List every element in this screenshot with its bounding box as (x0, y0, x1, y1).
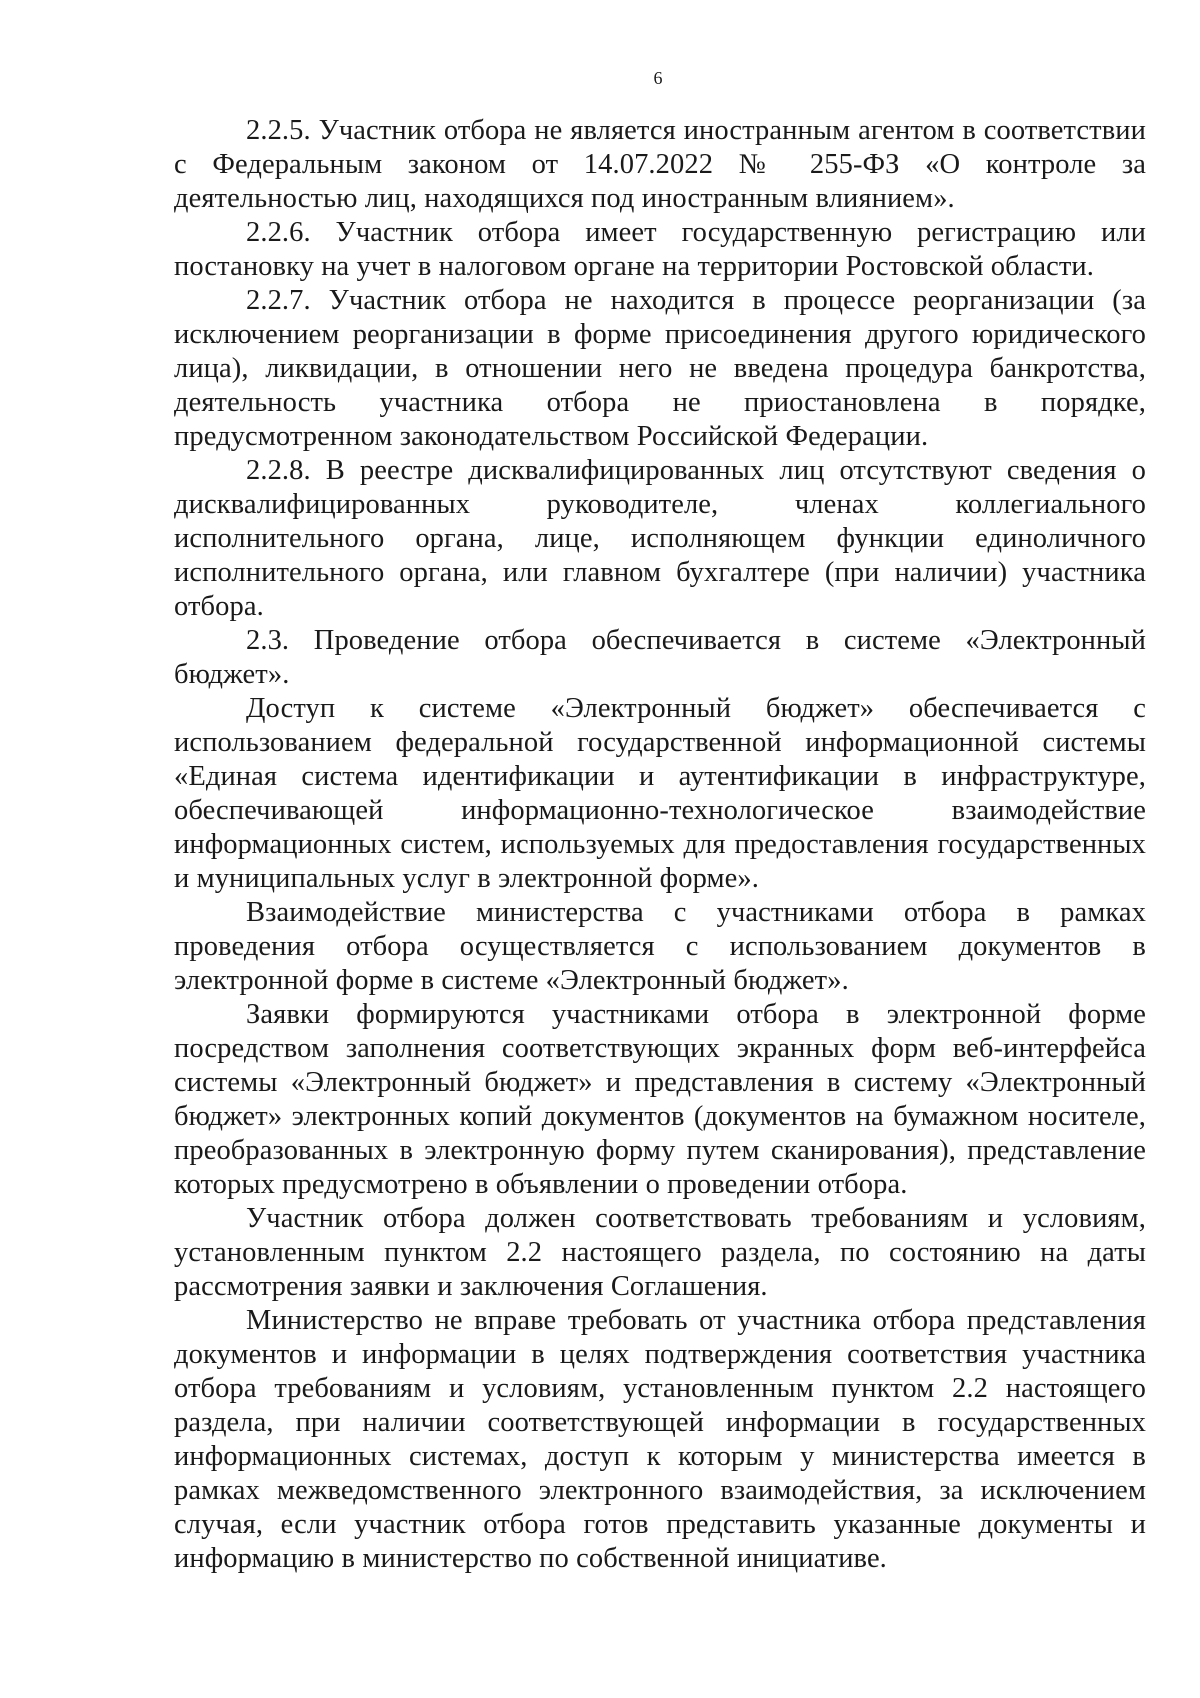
paragraph-compliance: Участник отбора должен соответствовать требованиям и условиям, установленным пунктом 2.2 настоящего раздела, по состоянию на даты рассмотрения заявки и заключения Соглашения. (174, 1203, 1146, 1302)
paragraph-interaction: Взаимодействие министерства с участниками отбора в рамках проведения отбора осуществляется с использованием документов в электронной форме в системе «Электронный бюджет». (174, 897, 1146, 996)
paragraph-2-2-6: 2.2.6. Участник отбора имеет государственную регистрацию или постановку на учет в налоговом органе на территории Ростовской области. (174, 217, 1146, 282)
paragraph-ministry-restriction: Министерство не вправе требовать от участника отбора представления документов и информации в целях подтверждения соответствия участника отбора требованиям и условиям, установленным пунктом 2.2 настоящего раздела, при наличии соответствующей информации в государственных информационных системах, доступ к которым у министерства имеется в рамках межведомственного электронного взаимодействия, за исключением случая, если участник отбора готов представить указанные документы и информацию в министерство по собственной инициативе. (174, 1305, 1146, 1574)
paragraph-2-2-5: 2.2.5. Участник отбора не является иностранным агентом в соответствии с Федеральным законом от 14.07.2022 № 255-ФЗ «О контроле за деятельностью лиц, находящихся под иностранным влиянием». (174, 115, 1146, 214)
document-body (174, 114, 1146, 1576)
paragraph-2-3: 2.3. Проведение отбора обеспечивается в системе «Электронный бюджет». (174, 625, 1146, 690)
paragraph-2-2-7: 2.2.7. Участник отбора не находится в процессе реорганизации (за исключением реорганизации в форме присоединения другого юридического лица), ликвидации, в отношении него не введена процедура банкротства, деятельность участника отбора не приостановлена в порядке, предусмотренном законодательством Российской Федерации. (174, 285, 1146, 452)
paragraph-2-2-8: 2.2.8. В реестре дисквалифицированных лиц отсутствуют сведения о дисквалифицированных руководителе, членах коллегиального исполнительного органа, лице, исполняющем функции единоличного исполнительного органа, или главном бухгалтере (при наличии) участника отбора. (174, 455, 1146, 622)
page-number: 6 (653, 68, 663, 88)
paragraph-access: Доступ к системе «Электронный бюджет» обеспечивается с использованием федеральной государственной информационной системы «Единая система идентификации и аутентификации в инфраструктуре, обеспечивающей информационно-технологическое взаимодействие информационных систем, используемых для предоставления государственных и муниципальных услуг в электронной форме». (174, 693, 1146, 894)
paragraph-applications: Заявки формируются участниками отбора в электронной форме посредством заполнения соответствующих экранных форм веб-интерфейса системы «Электронный бюджет» и представления в систему «Электронный бюджет» электронных копий документов (документов на бумажном носителе, преобразованных в электронную форму путем сканирования), представление которых предусмотрено в объявлении о проведении отбора. (174, 999, 1146, 1200)
